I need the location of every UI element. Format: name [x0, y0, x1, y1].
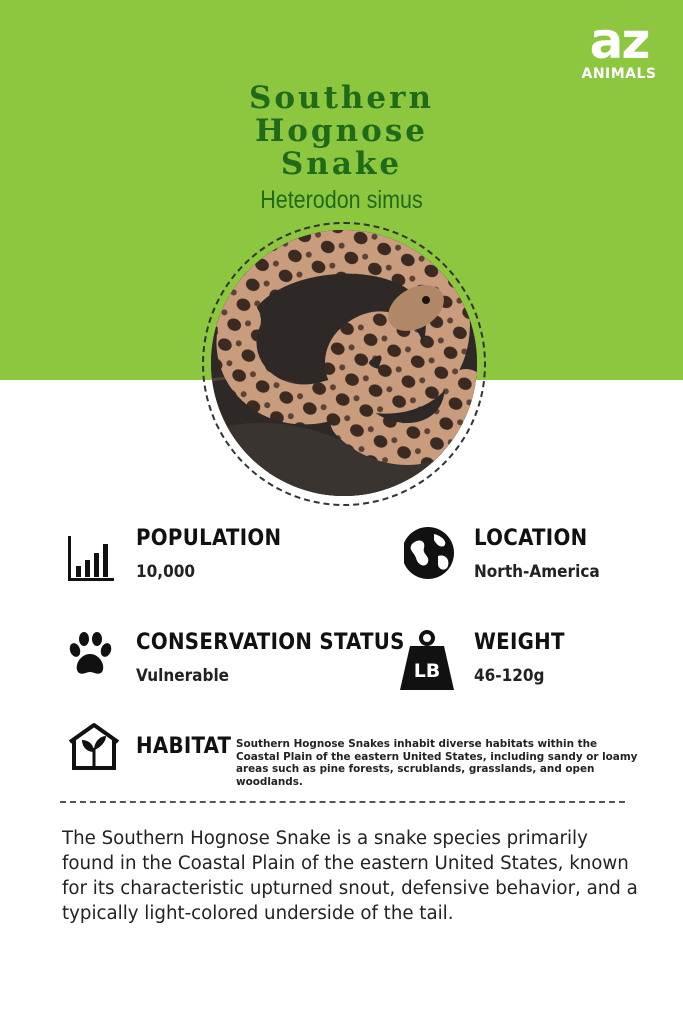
snake-photo	[211, 230, 477, 496]
population-label: POPULATION	[136, 526, 282, 551]
logo-animals-text: ANIMALS	[581, 66, 657, 82]
paw-icon	[66, 630, 122, 686]
title-line: Southern	[248, 80, 435, 116]
title-line: Snake	[280, 146, 403, 182]
house-plant-icon	[66, 722, 122, 778]
conservation-fact	[66, 630, 405, 690]
weight-label: WEIGHT	[474, 630, 565, 655]
conservation-value: Vulnerable	[136, 666, 230, 686]
location-fact	[404, 526, 664, 586]
species-description: The Southern Hognose Snake is a snake species primarily found in the Coastal Plain of the eastern United States, known for its characteristic upturned snout, defensive behavior, and a typically light-colored underside of the tail.	[62, 828, 638, 924]
conservation-label: CONSERVATION STATUS	[136, 630, 405, 655]
weight-value: 46-120g	[474, 666, 545, 686]
az-animals-logo[interactable]	[577, 12, 661, 82]
svg-text:LB: LB	[413, 660, 441, 682]
weight-lb-icon	[400, 630, 456, 686]
logo-az-text: az	[589, 12, 649, 70]
scientific-name: Heterodon simus	[260, 186, 423, 214]
location-value: North-America	[474, 562, 600, 582]
population-fact	[66, 526, 326, 586]
title-line: Hognose	[254, 113, 429, 149]
population-value: 10,000	[136, 562, 196, 582]
habitat-description: Southern Hognose Snakes inhabit diverse habitats within the Coastal Plain of the eastern United States, including sandy or loamy areas such as pine forests, scrublands, grasslands, and open woodlands.	[236, 738, 638, 788]
globe-icon	[404, 526, 460, 582]
dashed-divider	[60, 801, 625, 803]
location-label: LOCATION	[474, 526, 588, 551]
weight-fact	[400, 630, 660, 690]
habitat-label: HABITAT	[136, 734, 232, 759]
bar-chart-icon	[66, 526, 122, 582]
page-title	[140, 82, 543, 181]
habitat-fact	[66, 722, 236, 772]
